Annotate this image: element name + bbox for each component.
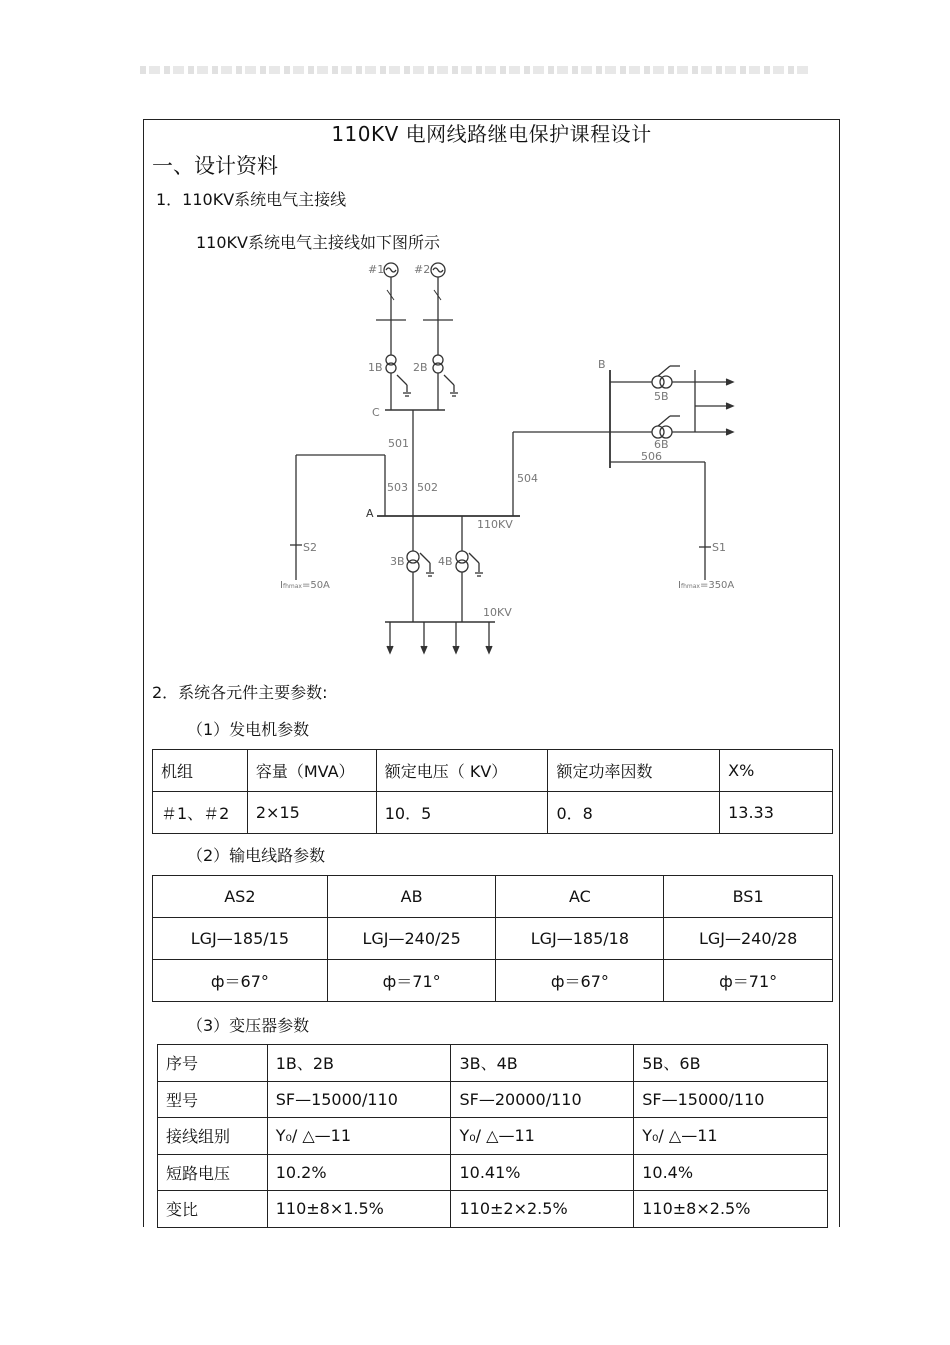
transformer-1b-symbol <box>386 355 411 410</box>
table-header-cell: 额定电压（ KV） <box>376 750 548 792</box>
section-heading: 一、设计资料 <box>152 154 278 178</box>
table-row <box>158 1118 828 1155</box>
generator-table <box>152 749 833 834</box>
table-row <box>158 1081 828 1118</box>
transformer-6b-symbol <box>610 416 733 438</box>
breaker-502-label: 502 <box>417 481 438 494</box>
table-cell: Y₀/ △—11 <box>634 1118 828 1155</box>
bus-b-label: B <box>598 358 606 371</box>
breaker-503-label: 503 <box>387 481 408 494</box>
table-cell: 短路电压 <box>158 1154 268 1191</box>
table-cell: 13.33 <box>720 792 833 834</box>
table-row <box>158 1191 828 1228</box>
t6-label: 6B <box>654 438 669 451</box>
table-cell: ф＝71° <box>327 960 496 1002</box>
transformer-3b-symbol <box>407 516 434 622</box>
table-cell: 10.2% <box>267 1154 451 1191</box>
bus-110kv-label: 110KV <box>477 518 513 531</box>
table-row <box>158 1154 828 1191</box>
generator-2-symbol <box>423 263 453 355</box>
table-cell: Y₀/ △—11 <box>267 1118 451 1155</box>
table-cell: SF—15000/110 <box>634 1081 828 1118</box>
s1-label: S1 <box>712 541 726 554</box>
table-cell: SF—15000/110 <box>267 1081 451 1118</box>
s1-load-label: Ifhmax=350A <box>678 580 735 591</box>
table-cell: 5B、6B <box>634 1045 828 1082</box>
subsection-wiring: 1．110KV系统电气主接线 <box>156 190 347 209</box>
generator-params-heading: （1）发电机参数 <box>187 720 310 739</box>
table-header-cell: BS1 <box>664 876 833 918</box>
s2-label: S2 <box>303 541 317 554</box>
table-cell: 序号 <box>158 1045 268 1082</box>
t5-label: 5B <box>654 390 669 403</box>
table-header-cell: AC <box>496 876 664 918</box>
table-cell: 接线组别 <box>158 1118 268 1155</box>
wiring-diagram <box>0 250 950 670</box>
table-cell: SF—20000/110 <box>451 1081 634 1118</box>
table-cell: 110±8×1.5% <box>267 1191 451 1228</box>
table-cell: LGJ—240/25 <box>327 918 496 960</box>
generator-1-symbol <box>376 263 406 355</box>
table-cell: 1B、2B <box>267 1045 451 1082</box>
table-header-cell: AS2 <box>153 876 328 918</box>
transmission-line-table <box>152 875 833 1002</box>
feeders-10kv <box>387 622 492 653</box>
table-cell: 型号 <box>158 1081 268 1118</box>
table-cell: 3B、4B <box>451 1045 634 1082</box>
line-bs1 <box>610 462 711 580</box>
transformer-2b-symbol <box>433 355 458 410</box>
table-header-row <box>153 876 833 918</box>
table-header-cell: 机组 <box>153 750 248 792</box>
table-cell: 10.4% <box>634 1154 828 1191</box>
transformer-4b-symbol <box>456 516 483 622</box>
table-cell: LGJ—185/18 <box>496 918 664 960</box>
bus-a-label: A <box>366 507 374 520</box>
bus-c-label: C <box>372 406 380 419</box>
gen1-label: #1 <box>368 263 385 276</box>
t2-label: 2B <box>413 361 428 374</box>
diagram-caption: 110KV系统电气主接线如下图所示 <box>196 233 440 252</box>
table-cell: 10．5 <box>376 792 548 834</box>
table-header-cell: AB <box>327 876 496 918</box>
t3-label: 3B <box>390 555 405 568</box>
table-header-cell: X% <box>720 750 833 792</box>
table-header-row <box>153 750 833 792</box>
table-row <box>153 918 833 960</box>
table-cell: ф＝67° <box>496 960 664 1002</box>
breaker-506-label: 506 <box>641 450 662 463</box>
transformer-params-heading: （3）变压器参数 <box>187 1016 310 1035</box>
table-row <box>153 960 833 1002</box>
table-header-cell: 额定功率因数 <box>548 750 720 792</box>
document-title: 110KV 电网线路继电保护课程设计 <box>331 122 652 146</box>
line-params-heading: （2）输电线路参数 <box>187 846 326 865</box>
table-cell: Y₀/ △—11 <box>451 1118 634 1155</box>
table-cell: 110±2×2.5% <box>451 1191 634 1228</box>
breaker-501-label: 501 <box>388 437 409 450</box>
table-cell: 2×15 <box>247 792 376 834</box>
faint-header-text <box>140 66 810 74</box>
table-cell: 10.41% <box>451 1154 634 1191</box>
s2-load-label: Ifhmax=50A <box>280 580 330 591</box>
transformer-table <box>157 1044 828 1228</box>
table-row <box>158 1045 828 1082</box>
breaker-504-label: 504 <box>517 472 538 485</box>
table-cell: 0．8 <box>548 792 720 834</box>
table-cell: ф＝71° <box>664 960 833 1002</box>
gen2-label: #2 <box>414 263 431 276</box>
table-header-cell: 容量（MVA） <box>247 750 376 792</box>
transformer-5b-symbol <box>610 366 733 432</box>
table-cell: 110±8×2.5% <box>634 1191 828 1228</box>
t4-label: 4B <box>438 555 453 568</box>
subsection-parameters: 2．系统各元件主要参数: <box>152 683 328 702</box>
bus-10kv-label: 10KV <box>483 606 512 619</box>
table-cell: ＃1、＃2 <box>153 792 248 834</box>
table-cell: ф＝67° <box>153 960 328 1002</box>
table-cell: 变比 <box>158 1191 268 1228</box>
table-cell: LGJ—185/15 <box>153 918 328 960</box>
t1-label: 1B <box>368 361 383 374</box>
table-cell: LGJ—240/28 <box>664 918 833 960</box>
table-row <box>153 792 833 834</box>
